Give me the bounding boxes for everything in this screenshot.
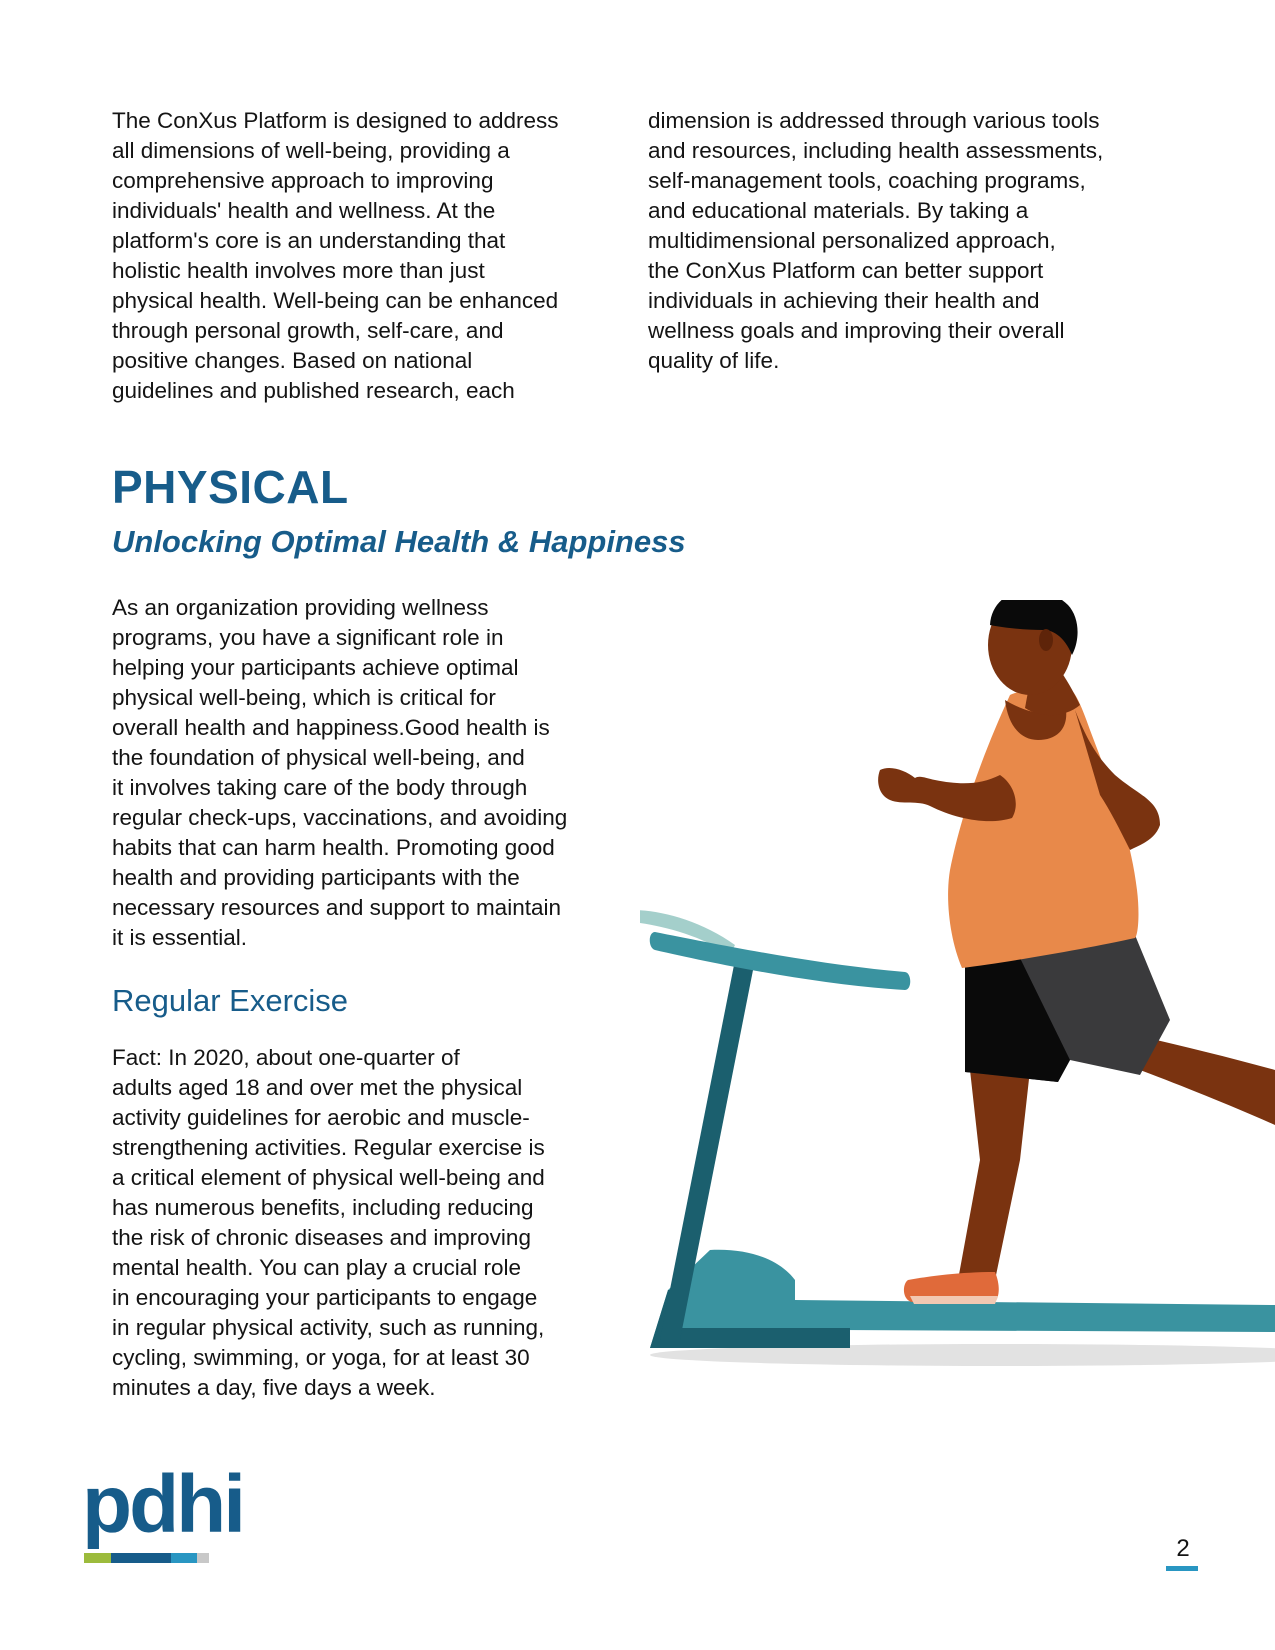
logo-bar-green bbox=[84, 1553, 111, 1563]
shoe-sole bbox=[910, 1296, 998, 1304]
logo-bar-gray bbox=[197, 1553, 209, 1563]
ear bbox=[1039, 629, 1053, 651]
exercise-paragraph: Fact: In 2020, about one-quarter of adults aged 18 and over met the physical activity guidelines for aerobic and muscle- strengthening activities. Regular exercise is a critical element of physical well-being and has numerous benefits, including reducing the risk of chronic diseases and improving mental health. You can play a crucial role in encouraging your participants to engage in regular physical activity, such as running, cycling, swimming, or yoga, for at least 30 minutes a day, five days a week. bbox=[112, 1045, 545, 1400]
intro-paragraph-right: dimension is addressed through various tools and resources, including health assessments, self-management tools, coaching programs, and educational materials. By taking a multidimensional personalized approach, the ConXus Platform can better support individuals in achieving their health and wellness goals and improving their overall quality of life. bbox=[648, 108, 1104, 373]
page-number: 2 bbox=[1176, 1535, 1190, 1562]
pdhi-logo bbox=[82, 1459, 244, 1566]
section-subtitle: Unlocking Optimal Health & Happiness bbox=[112, 524, 686, 559]
intro-paragraph-left: The ConXus Platform is designed to address all dimensions of well-being, providing a comprehensive approach to improving individuals' health and wellness. At the platform's core is an understanding that holistic health involves more than just physical health. Well-being can be enhanced through personal growth, self-care, and positive changes. Based on national guidelines and published research, each bbox=[112, 108, 559, 403]
treadmill-foot bbox=[660, 1328, 850, 1348]
logo-text: pdhi bbox=[82, 1459, 244, 1550]
logo-color-bars bbox=[84, 1553, 209, 1563]
man-running-on-treadmill-icon bbox=[640, 600, 1275, 1430]
logo-bar-blue bbox=[171, 1553, 197, 1563]
exercise-heading: Regular Exercise bbox=[112, 983, 349, 1018]
front-leg bbox=[958, 1070, 1030, 1280]
logo-bar-navy bbox=[111, 1553, 171, 1563]
section-title: PHYSICAL bbox=[112, 461, 349, 513]
page-number-underline bbox=[1166, 1566, 1198, 1571]
physical-paragraph: As an organization providing wellness programs, you have a significant role in helping your participants achieve optimal physical well-being, which is critical for overall health and happiness.Good health is the foundation of physical well-being, and it involves taking care of the body through regular check-ups, vaccinations, and avoiding habits that can harm health. Promoting good health and providing participants with the necessary resources and support to maintain it is essential. bbox=[112, 595, 568, 950]
treadmill-handlebar bbox=[650, 932, 911, 990]
